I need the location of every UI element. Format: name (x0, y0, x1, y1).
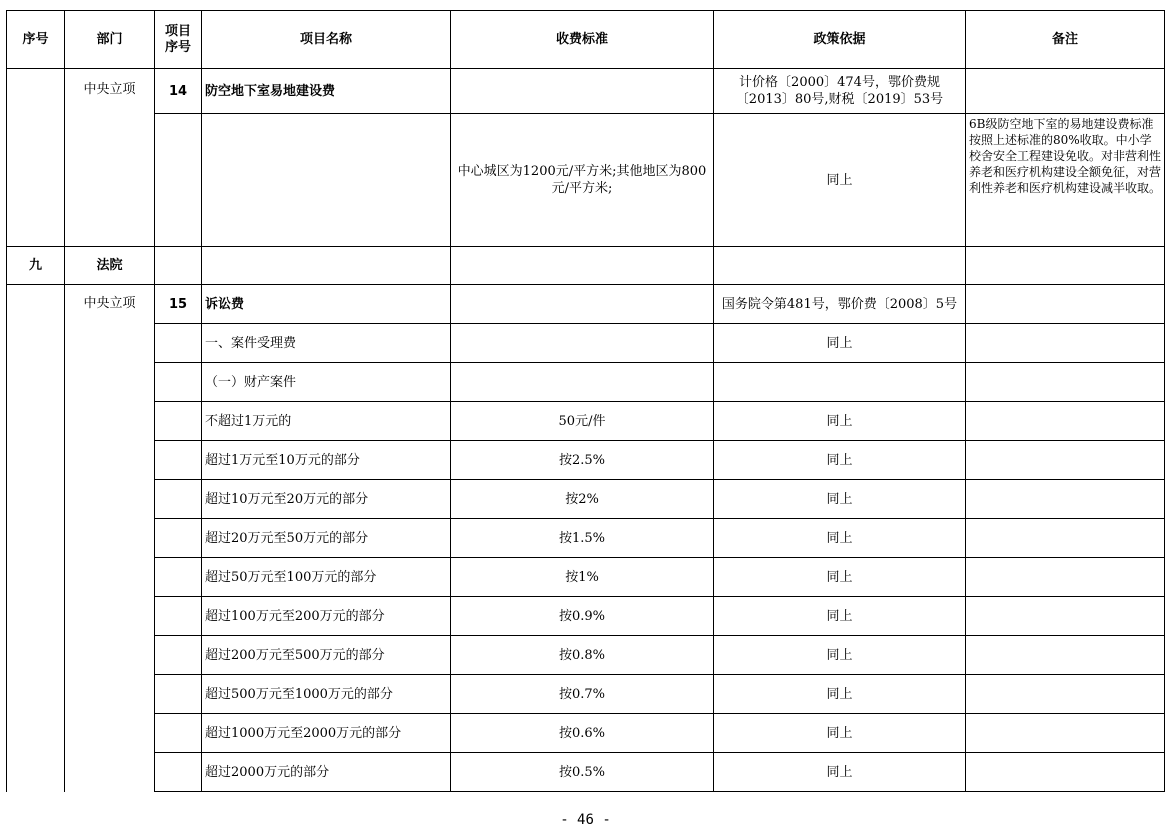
seq-cell: 九 (7, 247, 65, 285)
item-no-cell (155, 363, 202, 402)
item-name-cell: 超过2000万元的部分 (202, 753, 451, 792)
standard-cell: 按0.8% (451, 636, 714, 675)
item-no-cell (155, 324, 202, 363)
item-name-cell: 超过1000万元至2000万元的部分 (202, 714, 451, 753)
standard-cell: 按2% (451, 480, 714, 519)
item-no-cell (155, 636, 202, 675)
note-cell (966, 324, 1165, 363)
policy-cell: 同上 (714, 519, 966, 558)
table-row (7, 441, 1165, 480)
item-name-cell: 超过1万元至10万元的部分 (202, 441, 451, 480)
table-row (7, 402, 1165, 441)
policy-cell: 同上 (714, 324, 966, 363)
table-row (7, 714, 1165, 753)
policy-cell: 同上 (714, 480, 966, 519)
table-row (7, 675, 1165, 714)
item-name-cell: 一、案件受理费 (202, 324, 451, 363)
item-no-cell (155, 402, 202, 441)
item-no-cell (155, 597, 202, 636)
note-cell (966, 247, 1165, 285)
standard-cell (451, 247, 714, 285)
dept-cell (65, 114, 155, 247)
dept-cell: 中央立项 (65, 69, 155, 114)
note-cell (966, 285, 1165, 324)
policy-cell: 同上 (714, 441, 966, 480)
standard-cell (451, 285, 714, 324)
table-row (7, 285, 1165, 324)
standard-cell (451, 69, 714, 114)
policy-cell (714, 247, 966, 285)
note-cell (966, 597, 1165, 636)
item-name-cell: 超过20万元至50万元的部分 (202, 519, 451, 558)
item-name-cell: 不超过1万元的 (202, 402, 451, 441)
item-no-cell (155, 675, 202, 714)
standard-cell: 按2.5% (451, 441, 714, 480)
header-standard: 收费标准 (451, 11, 714, 69)
table-row (7, 558, 1165, 597)
policy-cell: 同上 (714, 714, 966, 753)
table-row (7, 753, 1165, 792)
item-name-cell: 超过10万元至20万元的部分 (202, 480, 451, 519)
table-row (7, 597, 1165, 636)
header-seq: 序号 (7, 11, 65, 69)
standard-cell: 按1% (451, 558, 714, 597)
section-row (7, 247, 1165, 285)
standard-cell: 按0.5% (451, 753, 714, 792)
standard-cell: 50元/件 (451, 402, 714, 441)
standard-cell: 按1.5% (451, 519, 714, 558)
item-no-cell: 15 (155, 285, 202, 324)
item-name-cell: 防空地下室易地建设费 (202, 69, 451, 114)
header-dept: 部门 (65, 11, 155, 69)
item-name-cell: 诉讼费 (202, 285, 451, 324)
table-row (7, 324, 1165, 363)
policy-cell: 同上 (714, 597, 966, 636)
policy-cell (714, 363, 966, 402)
standard-cell (451, 324, 714, 363)
header-policy: 政策依据 (714, 11, 966, 69)
table-row (7, 69, 1165, 114)
policy-cell: 同上 (714, 402, 966, 441)
standard-cell: 按0.6% (451, 714, 714, 753)
item-name-cell: 超过500万元至1000万元的部分 (202, 675, 451, 714)
item-no-cell (155, 519, 202, 558)
standard-cell: 中心城区为1200元/平方米;其他地区为800元/平方米; (451, 114, 714, 247)
header-note: 备注 (966, 11, 1165, 69)
policy-cell: 国务院令第481号，鄂价费〔2008〕5号 (714, 285, 966, 324)
note-cell (966, 753, 1165, 792)
note-cell (966, 363, 1165, 402)
policy-cell: 计价格〔2000〕474号，鄂价费规〔2013〕80号,财税〔2019〕53号 (714, 69, 966, 114)
policy-cell: 同上 (714, 114, 966, 247)
item-no-cell (155, 714, 202, 753)
seq-cell (7, 69, 65, 114)
header-name: 项目名称 (202, 11, 451, 69)
item-name-cell: 超过200万元至500万元的部分 (202, 636, 451, 675)
item-name-cell: 超过50万元至100万元的部分 (202, 558, 451, 597)
item-no-cell: 14 (155, 69, 202, 114)
item-name-cell: （一）财产案件 (202, 363, 451, 402)
fee-table (6, 10, 1165, 792)
item-name-cell: 超过100万元至200万元的部分 (202, 597, 451, 636)
standard-cell: 按0.9% (451, 597, 714, 636)
header-item-no: 项目 序号 (155, 11, 202, 69)
note-cell: 6B级防空地下室的易地建设费标准按照上述标准的80%收取。中小学校舍安全工程建设免收。对非营利性养老和医疗机构建设全额免征，对营利性养老和医疗机构建设减半收取。 (966, 114, 1165, 247)
item-no-cell (155, 114, 202, 247)
note-cell (966, 558, 1165, 597)
note-cell (966, 714, 1165, 753)
header-row (7, 11, 1165, 69)
standard-cell (451, 363, 714, 402)
note-cell (966, 675, 1165, 714)
seq-cell (7, 114, 65, 247)
table-row (7, 636, 1165, 675)
note-cell (966, 480, 1165, 519)
item-no-cell (155, 753, 202, 792)
policy-cell: 同上 (714, 558, 966, 597)
page-number: - 46 - (560, 812, 611, 828)
dept-cell: 法院 (65, 247, 155, 285)
item-name-cell (202, 247, 451, 285)
policy-cell: 同上 (714, 753, 966, 792)
note-cell (966, 441, 1165, 480)
table-row (7, 519, 1165, 558)
table-row (7, 363, 1165, 402)
item-no-cell (155, 558, 202, 597)
item-no-cell (155, 480, 202, 519)
policy-cell: 同上 (714, 675, 966, 714)
policy-cell: 同上 (714, 636, 966, 675)
note-cell (966, 69, 1165, 114)
note-cell (966, 402, 1165, 441)
dept-cell: 中央立项 (65, 285, 155, 792)
item-name-cell (202, 114, 451, 247)
seq-cell (7, 285, 65, 792)
item-no-cell (155, 441, 202, 480)
note-cell (966, 636, 1165, 675)
table-row (7, 114, 1165, 247)
standard-cell: 按0.7% (451, 675, 714, 714)
note-cell (966, 519, 1165, 558)
table-row (7, 480, 1165, 519)
item-no-cell (155, 247, 202, 285)
